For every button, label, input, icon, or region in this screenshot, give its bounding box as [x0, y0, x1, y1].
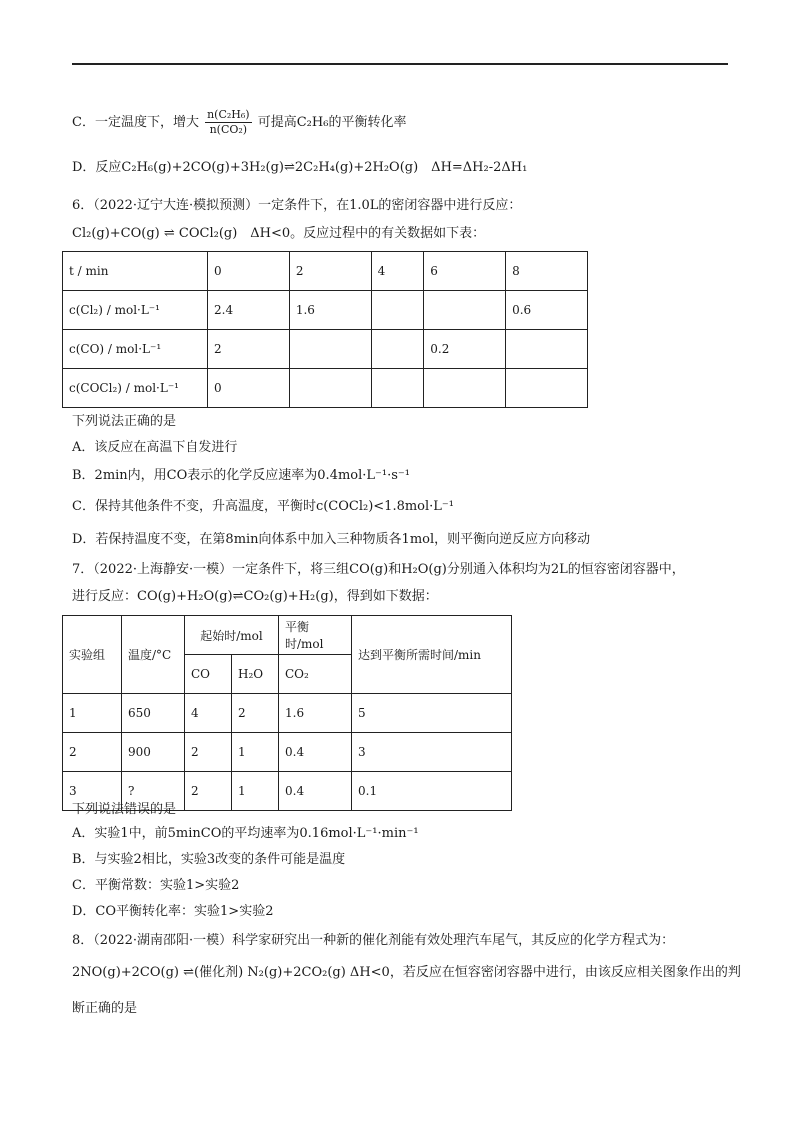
q5-option-c-fraction	[205, 108, 252, 137]
q7-option-c: C．平衡常数：实验1>实验2	[72, 878, 240, 893]
table-cell: c(Cl₂) / mol·L⁻¹	[63, 291, 208, 330]
q6-option-c: C．保持其他条件不变，升高温度，平衡时c(COCl₂)<1.8mol·L⁻¹	[72, 499, 455, 514]
q7-stem-1: 7．（2022·上海静安·一模）一定条件下，将三组CO(g)和H₂O(g)分别通入体积均为2L的恒容密闭容器中，	[72, 562, 685, 577]
q7-option-b: B．与实验2相比，实验3改变的条件可能是温度	[72, 852, 346, 867]
table-header-cell: 起始时/mol	[185, 616, 279, 655]
table-cell: 0.4	[279, 733, 352, 772]
header-rule	[72, 63, 728, 65]
table-cell: 2	[185, 772, 232, 811]
q7-stem-2: 进行反应：CO(g)+H₂O(g)⇌CO₂(g)+H₂(g)，得到如下数据：	[72, 589, 438, 604]
q7-prompt: 下列说法错误的是	[72, 802, 177, 817]
q5-option-d: D．反应C₂H₆(g)+2CO(g)+3H₂(g)⇌2C₂H₄(g)+2H₂O(g) ΔH=ΔH₂-2ΔH₁	[72, 160, 528, 175]
table-cell: 3	[63, 772, 122, 811]
q6-prompt: 下列说法正确的是	[72, 414, 177, 429]
q7-option-d: D．CO平衡转化率：实验1>实验2	[72, 904, 274, 919]
table-row	[63, 733, 512, 772]
q6-option-d: D．若保持温度不变，在第8min向体系中加入三种物质各1mol，则平衡向逆反应方向移动	[72, 532, 591, 547]
table-header-cell: H₂O	[232, 655, 279, 694]
table-cell: 2	[185, 733, 232, 772]
table-cell: 4	[185, 694, 232, 733]
q6-stem-1: 6．（2022·辽宁大连·模拟预测）一定条件下，在1.0L的密闭容器中进行反应：	[72, 198, 522, 213]
table-cell: 0.4	[279, 772, 352, 811]
table-row	[63, 694, 512, 733]
q6-option-b: B．2min内，用CO表示的化学反应速率为0.4mol·L⁻¹·s⁻¹	[72, 468, 410, 483]
q6-stem-2: Cl₂(g)+CO(g) ⇌ COCl₂(g) ΔH<0。反应过程中的有关数据如下表：	[72, 226, 486, 241]
table-cell	[506, 369, 588, 408]
table-cell: 8	[506, 252, 588, 291]
table-cell: 0	[208, 252, 290, 291]
table-cell: 5	[352, 694, 512, 733]
table-cell: 0.6	[506, 291, 588, 330]
table-cell: 2	[208, 330, 290, 369]
table-cell: 650	[122, 694, 185, 733]
q5-option-c	[72, 108, 406, 137]
table-cell	[424, 369, 506, 408]
table-cell: 2	[289, 252, 371, 291]
table-row	[63, 369, 588, 408]
table-cell: c(COCl₂) / mol·L⁻¹	[63, 369, 208, 408]
q7-option-a: A．实验1中，前5minCO的平均速率为0.16mol·L⁻¹·min⁻¹	[72, 826, 419, 841]
q8-stem-1: 8．（2022·湖南邵阳·一模）科学家研究出一种新的催化剂能有效处理汽车尾气，其反应的化学方程式为：	[72, 933, 675, 948]
table-cell: 6	[424, 252, 506, 291]
table-header-cell: 平衡时/mol	[279, 616, 352, 655]
table-header-row	[63, 616, 512, 655]
table-cell	[289, 330, 371, 369]
fraction-denominator: n(CO₂)	[209, 123, 248, 136]
table-header-cell: CO	[185, 655, 232, 694]
table-cell: 1	[232, 733, 279, 772]
table-cell: t / min	[63, 252, 208, 291]
table-header-cell: 温度/°C	[122, 616, 185, 694]
table-cell: 3	[352, 733, 512, 772]
q8-stem-3: 断正确的是	[72, 1001, 138, 1016]
table-cell: 2	[232, 694, 279, 733]
q6-data-table	[62, 251, 588, 408]
q8-stem-2: 2NO(g)+2CO(g) ⇌(催化剂) N₂(g)+2CO₂(g) ΔH<0，若反应在恒容密闭容器中进行，由该反应相关图象作出的判	[72, 965, 741, 980]
q6-option-a: A．该反应在高温下自发进行	[72, 440, 238, 455]
table-cell	[371, 369, 424, 408]
table-cell: 0	[208, 369, 290, 408]
table-cell: 4	[371, 252, 424, 291]
q5-option-c-suffix: 可提高C₂H₆的平衡转化率	[257, 115, 407, 130]
fraction-numerator: n(C₂H₆)	[207, 108, 250, 121]
table-row	[63, 291, 588, 330]
table-header-cell: 实验组	[63, 616, 122, 694]
q7-data-table	[62, 615, 512, 811]
table-cell	[371, 330, 424, 369]
table-header-cell: 达到平衡所需时间/min	[352, 616, 512, 694]
table-cell: 2	[63, 733, 122, 772]
table-cell: 900	[122, 733, 185, 772]
table-header-row	[63, 252, 588, 291]
table-cell: 1.6	[289, 291, 371, 330]
table-cell: 1.6	[279, 694, 352, 733]
table-cell: ?	[122, 772, 185, 811]
table-cell: 0.2	[424, 330, 506, 369]
q5-option-c-prefix: C．一定温度下，增大	[72, 115, 199, 130]
table-cell	[424, 291, 506, 330]
table-cell: 2.4	[208, 291, 290, 330]
table-cell	[506, 330, 588, 369]
table-cell	[371, 291, 424, 330]
table-cell: 1	[63, 694, 122, 733]
table-cell: 0.1	[352, 772, 512, 811]
table-cell	[289, 369, 371, 408]
table-row	[63, 330, 588, 369]
table-cell: c(CO) / mol·L⁻¹	[63, 330, 208, 369]
table-header-cell: CO₂	[279, 655, 352, 694]
table-cell: 1	[232, 772, 279, 811]
